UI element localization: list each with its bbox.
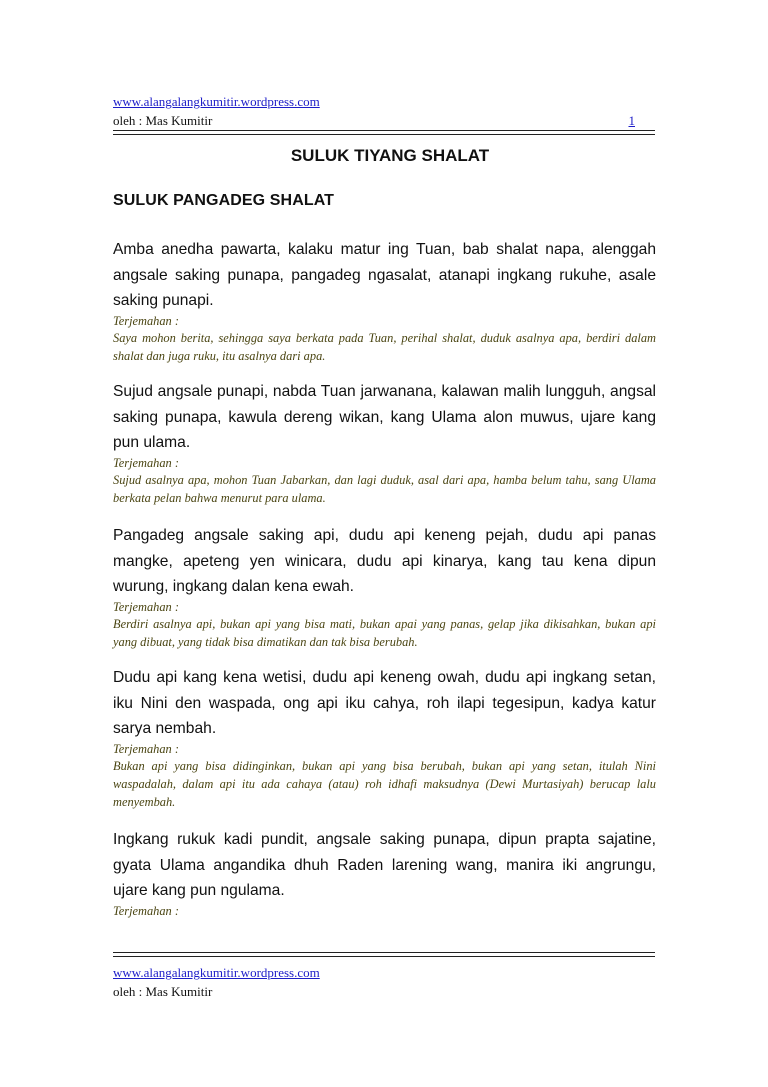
header-author-line: [113, 111, 655, 130]
javanese-text: Ingkang rukuk kadi pundit, angsale saking punapa, dipun prapta sajatine, gyata Ulama angandika dhuh Raden larening wang, manira iki angrungu, ujare kang pun ngulama.: [113, 831, 656, 899]
page-number: 1: [628, 113, 635, 128]
document-title: SULUK TIYANG SHALAT: [290, 146, 490, 165]
paragraph-block: [113, 827, 656, 919]
translation-label: Terjemahan :: [113, 903, 179, 918]
javanese-text: Sujud angsale punapi, nabda Tuan jarwanana, kalawan malih lungguh, angsal saking punapa, kawula dereng wikan, kang Ulama alon muwus, ujare kang pun ulama.: [113, 383, 656, 451]
footer-divider: [113, 952, 655, 957]
javanese-text: Dudu api kang kena wetisi, dudu api keneng owah, dudu api ingkang setan, iku Nini den waspada, ong api iku cahya, roh ilapi tegesipun, kadya katur sarya nembah.: [113, 669, 656, 737]
paragraph-block: [113, 237, 656, 365]
footer-website-link[interactable]: www.alangalangkumitir.wordpress.com: [113, 965, 320, 980]
paragraph-block: [113, 379, 656, 507]
translation-label: Terjemahan :: [113, 599, 179, 614]
javanese-text: Amba anedha pawarta, kalaku matur ing Tuan, bab shalat napa, alenggah angsale saking punapa, pangadeg ngasalat, atanapi ingkang rukuhe, asale saking punapi.: [113, 241, 656, 309]
paragraph-block: [113, 523, 656, 651]
page-footer: [113, 963, 655, 1001]
footer-author: oleh : Mas Kumitir: [113, 984, 213, 999]
translation-label: Terjemahan :: [113, 455, 179, 470]
translation-text: Berdiri asalnya api, bukan api yang bisa mati, bukan apai yang panas, gelap jika dikisahkan, bukan api yang dibuat, yang tidak bisa dimatikan dan tak bisa berubah.: [113, 616, 656, 649]
translation-text: Sujud asalnya apa, mohon Tuan Jabarkan, dan lagi duduk, asal dari apa, hamba belum tahu, sang Ulama berkata pelan bahwa menurut para ulama.: [113, 472, 656, 505]
header-divider: [113, 130, 655, 135]
translation-label: Terjemahan :: [113, 741, 179, 756]
paragraph-block: [113, 665, 656, 811]
translation-text: Saya mohon berita, sehingga saya berkata pada Tuan, perihal shalat, duduk asalnya apa, berdiri dalam shalat dan juga ruku, itu asalnya dari apa.: [113, 330, 656, 363]
page-header: [113, 92, 655, 130]
translation-label: Terjemahan :: [113, 313, 179, 328]
section-title: SULUK PANGADEG SHALAT: [113, 192, 335, 209]
header-author: oleh : Mas Kumitir: [113, 113, 213, 128]
header-website-link[interactable]: www.alangalangkumitir.wordpress.com: [113, 94, 320, 109]
javanese-text: Pangadeg angsale saking api, dudu api keneng pejah, dudu api panas mangke, apeteng yen winicara, dudu api kinarya, kang tau kena dipun wurung, ingkang dalan kena ewah.: [113, 527, 656, 595]
translation-text: Bukan api yang bisa didinginkan, bukan api yang bisa berubah, bukan api yang setan, itulah Nini waspadalah, dalam api itu ada cahaya (atau) roh idhafi maksudnya (Dewi Murtasiyah) berucap lalu menyembah.: [113, 758, 656, 809]
